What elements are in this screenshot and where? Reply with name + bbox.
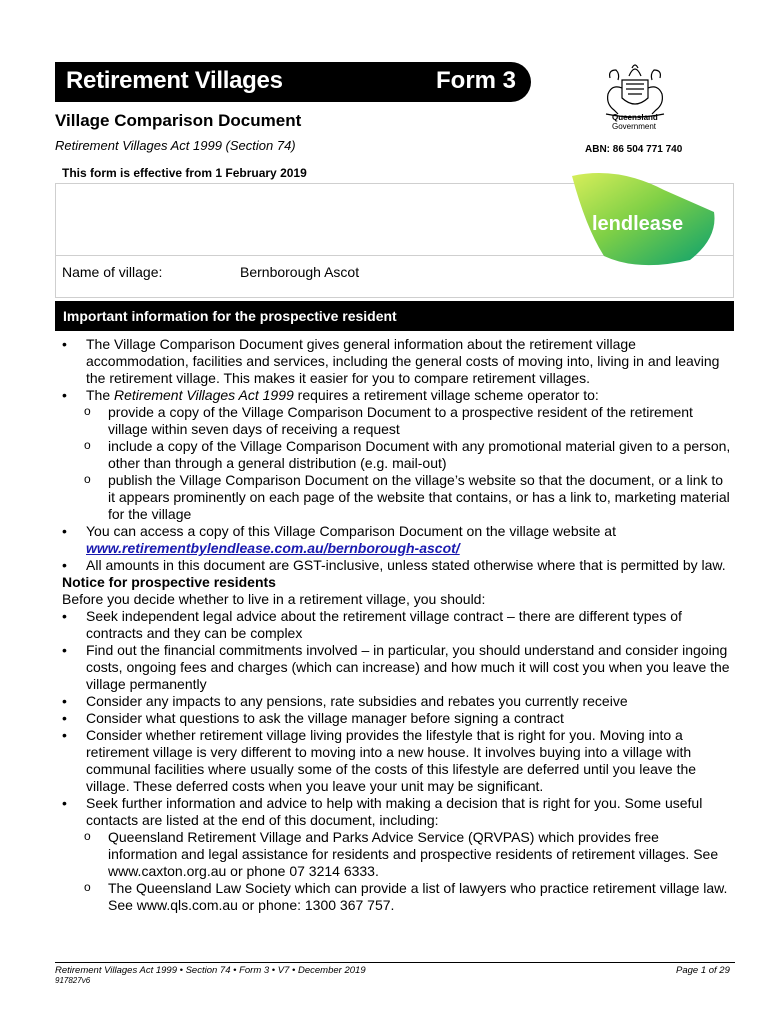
act-reference: Retirement Villages Act 1999 (Section 74) xyxy=(55,138,296,153)
abn-number: ABN: 86 504 771 740 xyxy=(585,144,683,155)
banner-title: Retirement Villages xyxy=(66,67,283,94)
effective-date: This form is effective from 1 February 2019 xyxy=(62,166,307,180)
footer-divider xyxy=(55,962,735,963)
list-item: • Seek independent legal advice about the retirement village contract – there are different types of contracts and they can be complex xyxy=(62,608,732,642)
government-wordmark: Government xyxy=(612,122,657,131)
list-item: • Consider whether retirement village living provides the lifestyle that is right for you. Moving into a retirement village is very different to moving into a new house. It involves buying into a village with communal facilities where usually some of the costs of this lifestyle are deferred until you leave the village. These deferred costs when you leave your unit may be significant. xyxy=(62,727,732,795)
lendlease-logo xyxy=(568,168,718,272)
important-info-heading: Important information for the prospective resident xyxy=(63,308,397,324)
list-item: • The Village Comparison Document gives general information about the retirement village accommodation, facilities and services, including the general costs of moving into, living in and leaving the retirement village. This makes it easier for you to compare retirement villages. xyxy=(62,336,732,387)
sub-list-item: o include a copy of the Village Comparison Document with any promotional material given to a person, other than through a general distribution (e.g. mail-out) xyxy=(62,438,732,472)
village-name-value: Bernborough Ascot xyxy=(240,264,360,280)
sub-list-item: o The Queensland Law Society which can provide a list of lawyers who practice retirement village law. See www.qls.com.au or phone: 1300 367 757. xyxy=(62,880,732,914)
form-number: Form 3 xyxy=(436,67,517,94)
list-item: • Consider what questions to ask the village manager before signing a contract xyxy=(62,710,732,727)
footer-doc-code: 917827v6 xyxy=(55,976,91,985)
svg-text:lendlease: lendlease xyxy=(592,213,684,235)
sub-list-item: o Queensland Retirement Village and Parks Advice Service (QRVPAS) which provides free information and legal assistance for residents and prospective residents of retirement villages. See www.caxton.org.au or phone 07 3214 6333. xyxy=(62,829,732,880)
list-item: • Find out the financial commitments involved – in particular, you should understand and consider ingoing costs, ongoing fees and charges (which can increase) and how much it will cost you when you leave the village permanently xyxy=(62,642,732,693)
list-item: • All amounts in this document are GST-inclusive, unless stated otherwise where that is permitted by law. xyxy=(62,557,732,574)
sub-list-item: o provide a copy of the Village Comparison Document to a prospective resident of the retirement village within seven days of receiving a request xyxy=(62,404,732,438)
page-number: Page 1 of 29 xyxy=(676,965,730,976)
village-website-link[interactable]: www.retirementbylendlease.com.au/bernborough-ascot/ xyxy=(86,540,460,556)
village-name-label: Name of village: xyxy=(62,264,163,280)
list-item: • Consider any impacts to any pensions, rate subsidies and rebates you currently receive xyxy=(62,693,732,710)
document-title: Village Comparison Document xyxy=(55,111,302,130)
notice-heading: Notice for prospective residents xyxy=(62,574,276,590)
document-body xyxy=(62,336,732,914)
list-item: • Seek further information and advice to help with making a decision that is right for you. Some useful contacts are listed at the end of this document, including: xyxy=(62,795,732,829)
footer-citation: Retirement Villages Act 1999 • Section 74 • Form 3 • V7 • December 2019 xyxy=(55,965,366,976)
list-item: • You can access a copy of this Village Comparison Document on the village website at www.retirementbylendlease.com.au/bernborough-ascot/ xyxy=(62,523,732,557)
list-item: • The Retirement Villages Act 1999 requires a retirement village scheme operator to: xyxy=(62,387,732,404)
queensland-wordmark: Queensland xyxy=(612,113,658,122)
sub-list-item: o publish the Village Comparison Document on the village’s website so that the document, or a link to it appears prominently on each page of the website that contains, or has a link to, marketing material for the village xyxy=(62,472,732,523)
notice-intro: Before you decide whether to live in a retirement village, you should: xyxy=(62,591,486,607)
